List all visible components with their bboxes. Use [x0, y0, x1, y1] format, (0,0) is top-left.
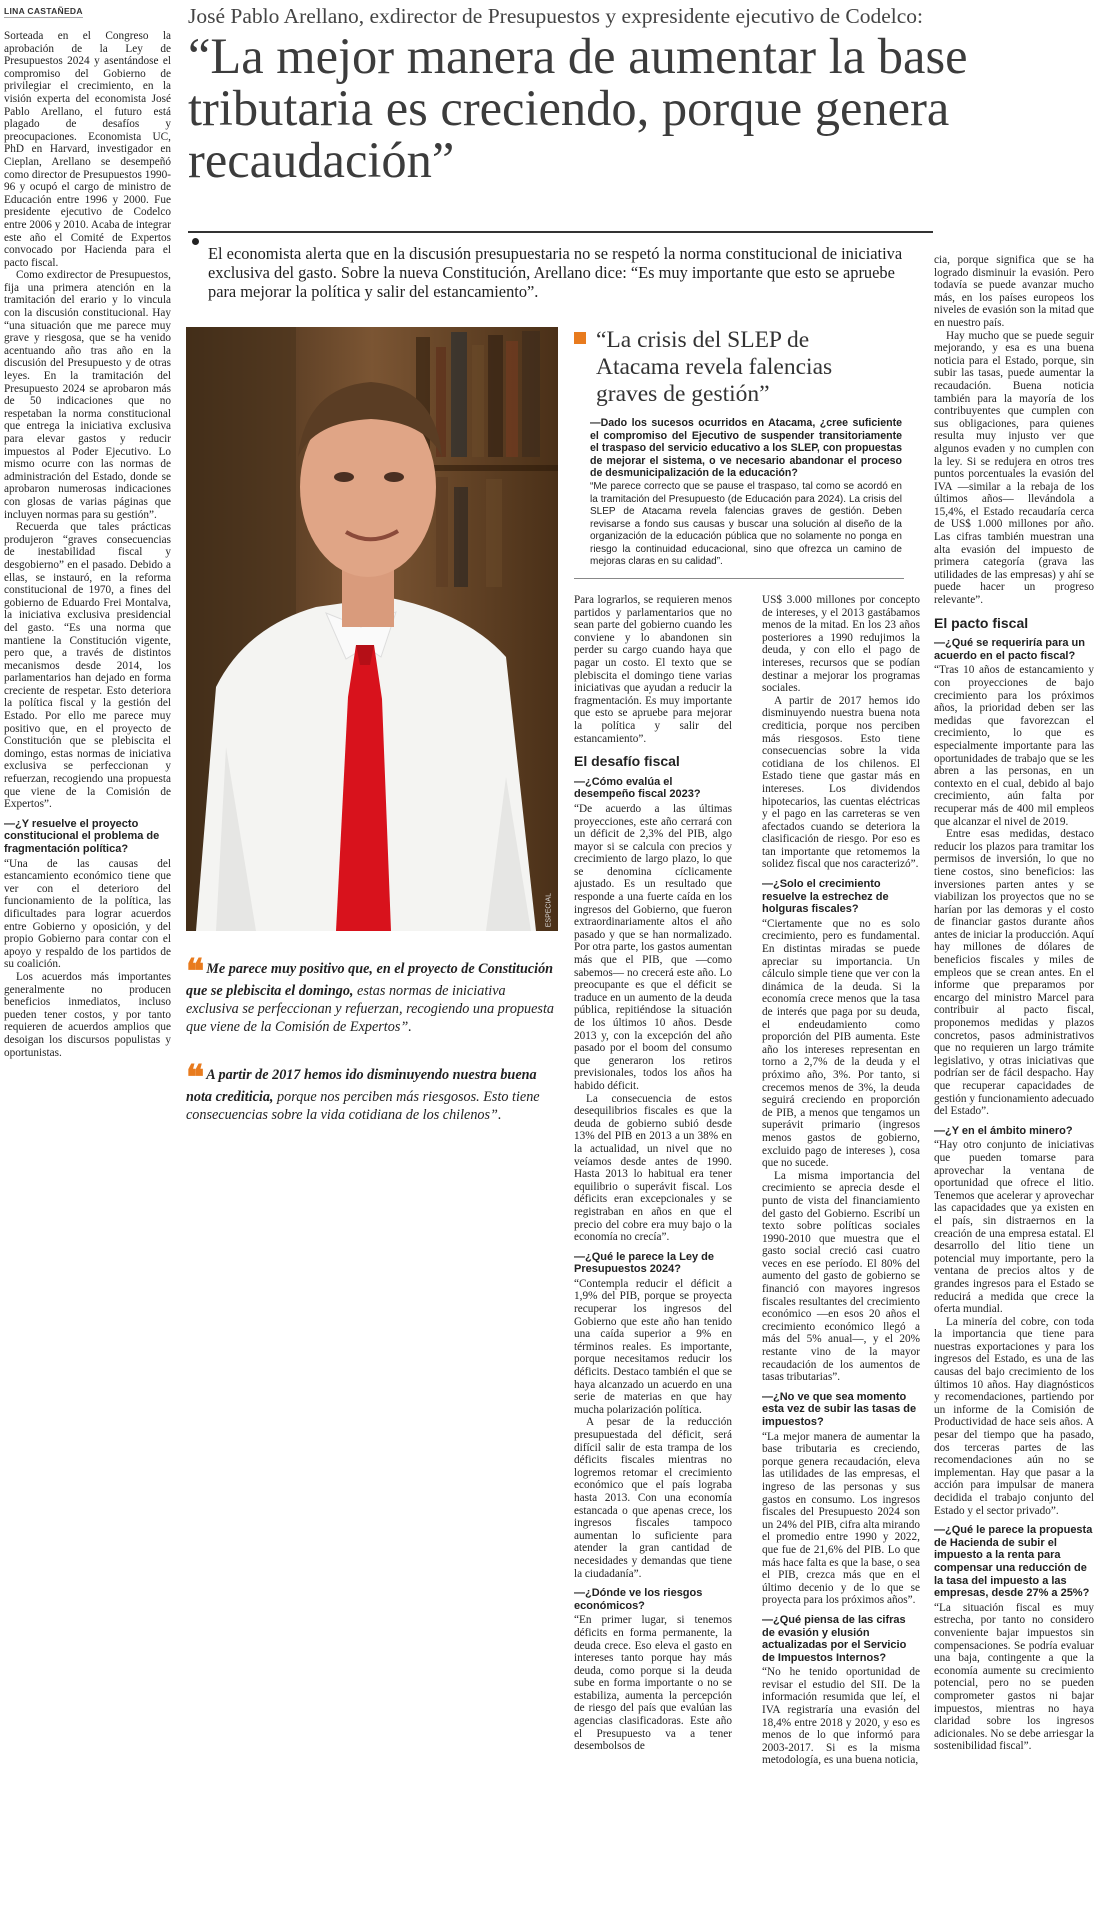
paragraph: “Contempla reducir el déficit a 1,9% del PIB, porque se proyecta recuperar los ingresos del Gobierno que este año han tenido una caída superior a 9% en términos reales. Es importante, porque necesitamos reducir los déficits. Destaco también el que se haya alcanzado un acuerdo en una serie de materias en que hay mucha polarización política. — [574, 1277, 732, 1416]
paragraph: cia, porque significa que se ha logrado disminuir la evasión. Pero todavía se puede avanzar mucho más, en los países europeos los niveles de evasión son la mitad que en nuestro país. — [934, 254, 1094, 329]
paragraph: Sorteada en el Congreso la aprobación de la Ley de Presupuestos 2024 y asentándose el compromiso del Gobierno de privilegiar el crecimiento, en la visión experta del economista José Pablo Arellano, el futuro está plagado de desafíos y preocupaciones. Economista UC, PhD en Harvard, investigador en Cieplan, Arellano se desempeñó como director de Presupuestos 1990-96 y ocupó el cargo de ministro de Educación entre 1996 y 2000. Fue presidente ejecutivo de Codelco entre 2006 y 2010. Acaba de integrar este año el Comité de Expertos convocado por Hacienda para el pacto fiscal. — [4, 30, 171, 269]
paragraph: “De acuerdo a las últimas proyecciones, este año cerrará con un déficit de 2,3% del PIB, algo mayor si se calcula con precios y crecimiento de largo plazo, lo que se denomina cíclicamente ajustado. Es un resultado que responde a una fuerte caída en los ingresos del Gobierno, que fueron extraordinariamente altos el año pasado y que se han normalizado. Por otra parte, los gastos aumentan más que el PIB, que —como sabemos— no crecerá este año. Lo preocupante es que el déficit se traduce en un aumento de la deuda pública, repitiéndose la situación de los últimos 10 años. Desde 2013 y, con la excepción del año pasado por el boom del consumo que generaron los retiros previsionales, todos los años ha habido déficit. — [574, 802, 732, 1092]
paragraph: “Ciertamente que no es solo crecimiento, pero es fundamental. En distintas miradas se puede apreciar su importancia. Un cálculo simple tiene que ver con la dinámica de la deuda. Si la economía crece menos que la tasa de interés que paga por su deuda, el endeudamiento como proporción del PIB aumenta. Este año los intereses representan en torno a 2,7% de la deuda y el próximo año, 3%. Por tanto, si crecemos menos de 3%, la deuda seguirá creciendo en proporción de PIB, a menos que tengamos un superávit primario (ingresos menos gastos de gobierno, excluido pago de intereses ), cosa que no sucede. — [762, 917, 920, 1170]
paragraph: “Una de las causas del estancamiento económico tiene que ver con el deterioro del funcionamiento de la política, las dificultades para lograr acuerdos entre Gobierno y oposición, y del propio Gobierno para contar con el apoyo y respaldo de los partidos de su coalición. — [4, 857, 171, 971]
headline-rule — [188, 231, 933, 233]
quote-mark-icon: ❝ — [186, 1059, 205, 1097]
paragraph: A partir de 2017 hemos ido disminuyendo nuestra buena nota crediticia, porque nos perciben más riesgosos. Esto tiene consecuencias sobre la vida cotidiana de los chilenos. El Estado tiene que gastar más en intereses. Los dividendos hipotecarios, las cuentas eléctricas y el pago en las carreteras se ven afectados cuando se deteriora la clasificación de riesgo. Por eso es tan importante que retomemos la solidez fiscal que nos caracterizó”. — [762, 694, 920, 871]
box-square-icon — [574, 332, 586, 344]
box-divider — [574, 578, 904, 579]
pull-quote-1-bold: Me parece muy positivo que, en el proyecto de Constitución que se plebiscita el domingo, — [186, 961, 554, 999]
interview-question: —¿Solo el crecimiento resuelve la estrechez de holguras fiscales? — [762, 878, 889, 916]
paragraph: “En primer lugar, si tenemos déficits en forma permanente, la deuda crece. Eso eleva el gasto en intereses tanto porque hay más deuda, como porque si la deuda sube en forma importante o no se estabiliza, aumenta la percepción de riesgo del país que evalúan las agencias clasificadoras. Este año el Presupuesto va a tener desembolsos de — [574, 1614, 732, 1753]
paragraph: La misma importancia del crecimiento se aprecia desde el punto de vista del financiamiento del gasto del Gobierno. Escribí un texto sobre políticas sociales 1990-2010 que muestra que el gasto social creció casi cuatro veces en ese período. El 80% del aumento del gasto de gobierno se financió con mayores ingresos fiscales resultantes del crecimiento económico —en esos 20 años el crecimiento económico llegó a más del 5% anual—, y el 20% restante vino de la mayor recaudación de los aumentos de tasas tributarias”. — [762, 1169, 920, 1384]
column-3 — [762, 594, 920, 1767]
pull-quote-2-bold: A partir de 2017 hemos ido disminuyendo nuestra buena nota crediticia, — [186, 1067, 537, 1105]
quote-mark-icon: ❝ — [186, 953, 205, 991]
box-title: “La crisis del SLEP de Atacama revela falencias graves de gestión” — [596, 327, 833, 407]
interview-question: —¿No ve que sea momento esta vez de subir las tasas de impuestos? — [762, 1390, 917, 1428]
paragraph: Hay mucho que se puede seguir mejorando, y esa es una buena noticia para el Estado, porque, sin subir las tasas, puede aumentar la recaudación. Buena noticia también para la mayoría de los contribuyentes que cumplen con sus obligaciones, para quienes resulta muy injusto ver que algunos evaden y no cumplen con la ley. Si se redujera en otros tres puntos porcentuales la evasión del IVA —similar a la rebaja de los últimos años— llevándola a 15,4%, el Estado recaudaría cerca de US$ 1.000 millones por año. Las cifras también muestran una alta evasión del impuesto de primera categoría (grava las utilidades de las empresas) y ahí se puede hacer un progreso relevante”. — [934, 329, 1094, 607]
section-heading: El desafío fiscal — [574, 753, 680, 770]
paragraph: “La mejor manera de aumentar la base tributaria es creciendo, porque genera recaudación, eleva las utilidades de las empresas, el ingreso de las personas y sus gastos en consumo. Los ingresos fiscales del Presupuesto 2024 son un 24% del PIB, cifra alta mirando el promedio entre 1990 y 2022, que fue de 21,6% del PIB. Lo que más hace falta es que la base, o sea el PIB, crezca más que en el último decenio y de lo que se proyecta para los próximos años”. — [762, 1430, 920, 1607]
paragraph: US$ 3.000 millones por concepto de intereses, y el 2013 gastábamos menos de la mitad. En los 23 años posteriores a 1990 redujimos la deuda, y con ello el pago de intereses, recursos que se podían destinar a mejorar los programas sociales. — [762, 594, 920, 695]
box-answer: “Me parece correcto que se pause el traspaso, tal como se acordó en la tramitación del Presupuesto (de Educación para 2024). La crisis del SLEP de Atacama revela falencias graves de gestión. Deben revisarse a fondo sus causas y buscar una solución al diseño de la organización de la educación pública que no solamente no ponga en riesgo la continuidad educacional, sino que ofrezca un camino de mejoras claras en su calidad”. — [590, 481, 902, 567]
headline: “La mejor manera de aumentar la base tributaria es creciendo, porque genera recaudación” — [188, 28, 968, 188]
box-question: —Dado los sucesos ocurridos en Atacama, ¿cree suficiente el compromiso del Ejecutivo de suspender transitoriamente el traspaso del servicio educativo a los SLEP, con propuestas de mejorar el sistema, o ve necesario abandonar el proceso de desmunicipalización de la educación? — [590, 417, 902, 479]
deck: El economista alerta que en la discusión presupuestaria no se respetó la norma constitucional de iniciativa exclusiva del gasto. Sobre la nueva Constitución, Arellano dice: “Es muy importante que esto se apruebe para mejorar la política y salir del estancamiento”. — [208, 244, 903, 301]
paragraph: Como exdirector de Presupuestos, fija una primera atención en la tramitación del erario y lo vincula con la discusión constitucional. Hay “una situación que me parece muy grave y riesgosa, que se ha venido acentuando año tras año en la discusión del Presupuesto y de otras leyes. En la tramitación del Presupuesto 2024 se aprobaron más de 50 indicaciones que no respetaban la norma constitucional que entrega la iniciativa exclusiva para elevar gastos y reducir impuestos al Poder Ejecutivo. Lo mismo ocurre con las normas de administración del Estado, donde se aprobaron numerosas indicaciones con glosas de varias páginas que incluyen normas para su gestión”. — [4, 269, 171, 521]
paragraph: Entre esas medidas, destaco reducir los plazos para tramitar los permisos de inversión, lo que no tiene costos, sino beneficios: las inversiones parten antes y se viabilizan los proyectos que no se harían por las demoras y el costo de financiar gastos durante años antes de iniciar la producción. Aquí hay millones de dólares de beneficios fiscales y miles de empleos que se crean antes. En el informe que preparamos por encargo del ministro Marcel para contribuir al pacto fiscal, proponemos medidas y plazos concretos, pasos administrativos que no requieren un largo trámite legislativo, y otras iniciativas que podrían ser de fácil despacho. Hay que recuperar capacidades de gestión y funcionamiento adecuado del Estado”. — [934, 828, 1094, 1118]
interview-question: —¿Dónde ve los riesgos económicos? — [574, 1587, 703, 1612]
interview-question: —¿Cómo evalúa el desempeño fiscal 2023? — [574, 775, 701, 801]
column-2 — [574, 594, 732, 1753]
interview-question: —¿Qué le parece la Ley de Presupuestos 2024? — [574, 1250, 715, 1276]
paragraph: “No he tenido oportunidad de revisar el estudio del SII. De la información resumida que leí, el IVA registraría una evasión del 18,4% entre 2018 y 2020, y eso es menos de lo que informó para 2003-2017. Si es la misma metodología, es una buena noticia, — [762, 1666, 920, 1767]
paragraph: La minería del cobre, con toda la importancia que tiene para nuestras exportaciones y para los ingresos del Estado, es una de las causas del bajo crecimiento de los últimos 10 años. Hay diagnósticos y recomendaciones, partiendo por un informe de la Comisión de Productividad de hace seis años. A pesar del tiempo que ha pasado, dos terceras partes de las recomendaciones aún no se implementan. Hay que pasar a la acción para impulsar de manera decidida el trabajo conjunto del Estado y el sector privado”. — [934, 1315, 1094, 1517]
byline: LINA CASTAÑEDA — [4, 6, 83, 16]
paragraph: Para lograrlos, se requieren menos partidos y parlamentarios que no sean parte del gobierno cuando les conviene y lo abandonen sin perder su cargo cuando haya que pagar un costo. El texto que se plebiscita el domingo tiene varias iniciativas que ayudan a reducir la fragmentación. Es muy importante que esto se apruebe para mejorar la política y salir del estancamiento”. — [574, 594, 732, 745]
portrait-illustration — [186, 327, 558, 931]
interview-question: —¿Y resuelve el proyecto constitucional el problema de fragmentación política? — [4, 817, 160, 855]
interview-question: —¿Qué piensa de las cifras de evasión y elusión actualizadas por el Servicio de Impuestos Internos? — [762, 1613, 907, 1664]
interview-question: —¿Qué se requeriría para un acuerdo en el pacto fiscal? — [934, 637, 1085, 662]
paragraph: “Hay otro conjunto de iniciativas que pueden tomarse para aprovechar la ventana de oportunidad que ofrece el litio. Tenemos que acelerar y aprovechar las capacidades que ya existen en el país, sin distraernos en la creación de una empresa estatal. El desarrollo del litio tiene un potencial muy importante, pero la ventana de precios altos y de grandes ingresos para el Estado se reducirá a medida que crece la oferta mundial. — [934, 1139, 1094, 1316]
paragraph: “Tras 10 años de estancamiento y con proyecciones de bajo crecimiento para los próximos años, la prioridad deben ser las medidas que favorezcan el crecimiento, lo que es especialmente importante para las oportunidades de trabajo que se les abren a las personas, en un contexto en el cual, debido al bajo crecimiento, aún falta por recuperar más de 400 mil empleos que alcanzar el nivel de 2019. — [934, 664, 1094, 828]
photo-credit: ESPECIAL — [545, 893, 552, 928]
pull-quote-1-rest: estas normas de iniciativa exclusiva se perfeccionan y refuerzan, recogiendo una propuesta que viene de la Comisión de Expertos”. — [186, 983, 554, 1036]
deck-bullet — [192, 238, 199, 245]
pull-quote-2 — [186, 1059, 558, 1124]
paragraph: Recuerda que tales prácticas produjeron “graves consecuencias de inestabilidad fiscal y desgobierno” en el pasado. Debido a ellas, se instauró, en la reforma constitucional de 1970, a fines del gobierno de Eduardo Frei Montalva, la iniciativa exclusiva presidencial del gasto. “Es una norma que mantiene la Constitución vigente, pero que, a través de distintos mecanismos desde 2014, los parlamentarios han dejado en forma creciente de respetar. Esto deteriora la política fiscal y la gestión del Estado. Por ello me parece muy positivo que, en el proyecto de Constitución que se plebiscita el domingo, estas normas de iniciativa exclusiva se perfeccionan y refuerzan, recogiendo una propuesta que viene de la Comisión de Expertos”. — [4, 521, 171, 811]
paragraph: La consecuencia de estos desequilibrios fiscales es que la deuda de gobierno subió desde 13% del PIB en 2013 a un 38% en la actualidad, un nivel que no veíamos desde antes de 1990. Hasta 2013 lo habitual era tener equilibrio o superávit fiscal. Los déficits eran excepcionales y se registraban en años en que el precio del cobre era muy bajo o la economía no crecía”. — [574, 1092, 732, 1244]
column-1 — [4, 30, 171, 1059]
paragraph: “La situación fiscal es muy estrecha, por tanto no considero conveniente bajar impuestos sin compensaciones. Se podría evaluar una baja, contingente a que la economía aumente su crecimiento potencial, pero no se pueden comprometer gastos ni bajar impuestos, mientras no haya claridad sobre los ingresos adicionales. No se debe arriesgar la sostenibilidad fiscal”. — [934, 1601, 1094, 1753]
interview-question: —¿Y en el ámbito minero? — [934, 1124, 1073, 1137]
column-4 — [934, 254, 1094, 1753]
paragraph: A pesar de la reducción presupuestada del déficit, será difícil salir de esta trampa de los déficits fiscales mientras no logremos retomar el crecimiento económico que el país lograba hasta 2013. Con una economía estancada o que apenas crece, los ingresos fiscales tampoco aumentan lo suficiente para atender la gran cantidad de necesidades y demandas que tiene la ciudadanía”. — [574, 1416, 732, 1580]
pull-quote-2-rest: porque nos perciben más riesgosos. Esto tiene consecuencias sobre la vida cotidiana de los chilenos”. — [186, 1089, 540, 1124]
interview-question: —¿Qué le parece la propuesta de Hacienda de subir el impuesto a la renta para compensar una reducción de la tasa del impuesto a las empresas, desde 27% a 25%? — [934, 1524, 1093, 1600]
pull-quote-1 — [186, 953, 558, 1037]
portrait-photo — [186, 327, 558, 931]
section-heading: El pacto fiscal — [934, 614, 1029, 631]
paragraph: Los acuerdos más importantes generalmente no producen beneficios inmediatos, incluso pueden tener costos, y por tanto requieren de acuerdos amplios que desoigan los discursos populistas y oportunistas. — [4, 970, 171, 1059]
kicker: José Pablo Arellano, exdirector de Presupuestos y expresidente ejecutivo de Codelco: — [188, 4, 923, 28]
